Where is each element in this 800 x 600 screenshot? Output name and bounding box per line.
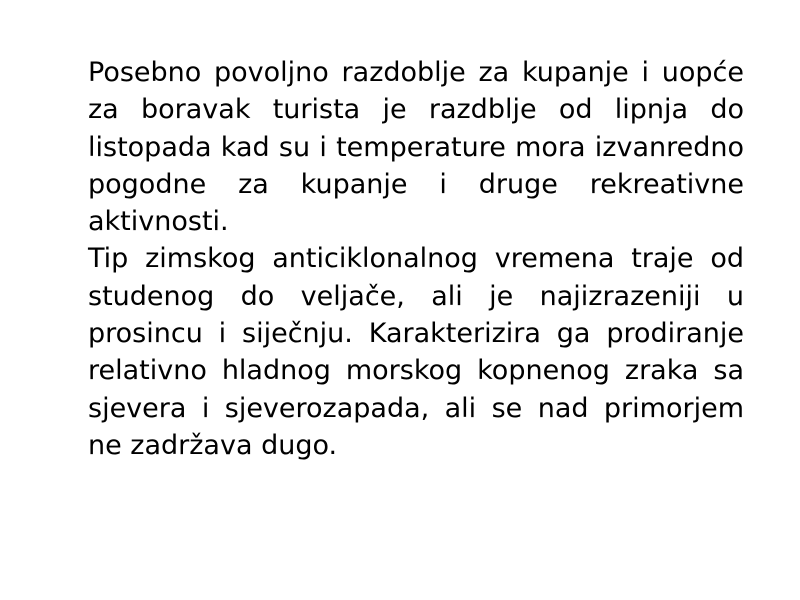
paragraph-winter-anticyclone: Tip zimskog anticiklonalnog vremena traje od studenog do veljače, ali je najizrazeniji u prosincu i siječnju. Karakterizira ga prodiranje relativno hladnog morskog kopnenog zraka sa sjevera i sjeverozapada, ali se nad primorjem ne zadržava dugo. [88, 243, 744, 461]
text-block [88, 54, 744, 464]
paragraph-summer-bathing: Posebno povoljno razdoblje za kupanje i uopće za boravak turista je razdblje od lipnja do listopada kad su i temperature mora izvanredno pogodne za kupanje i druge rekreativne aktivnosti. [88, 57, 744, 238]
